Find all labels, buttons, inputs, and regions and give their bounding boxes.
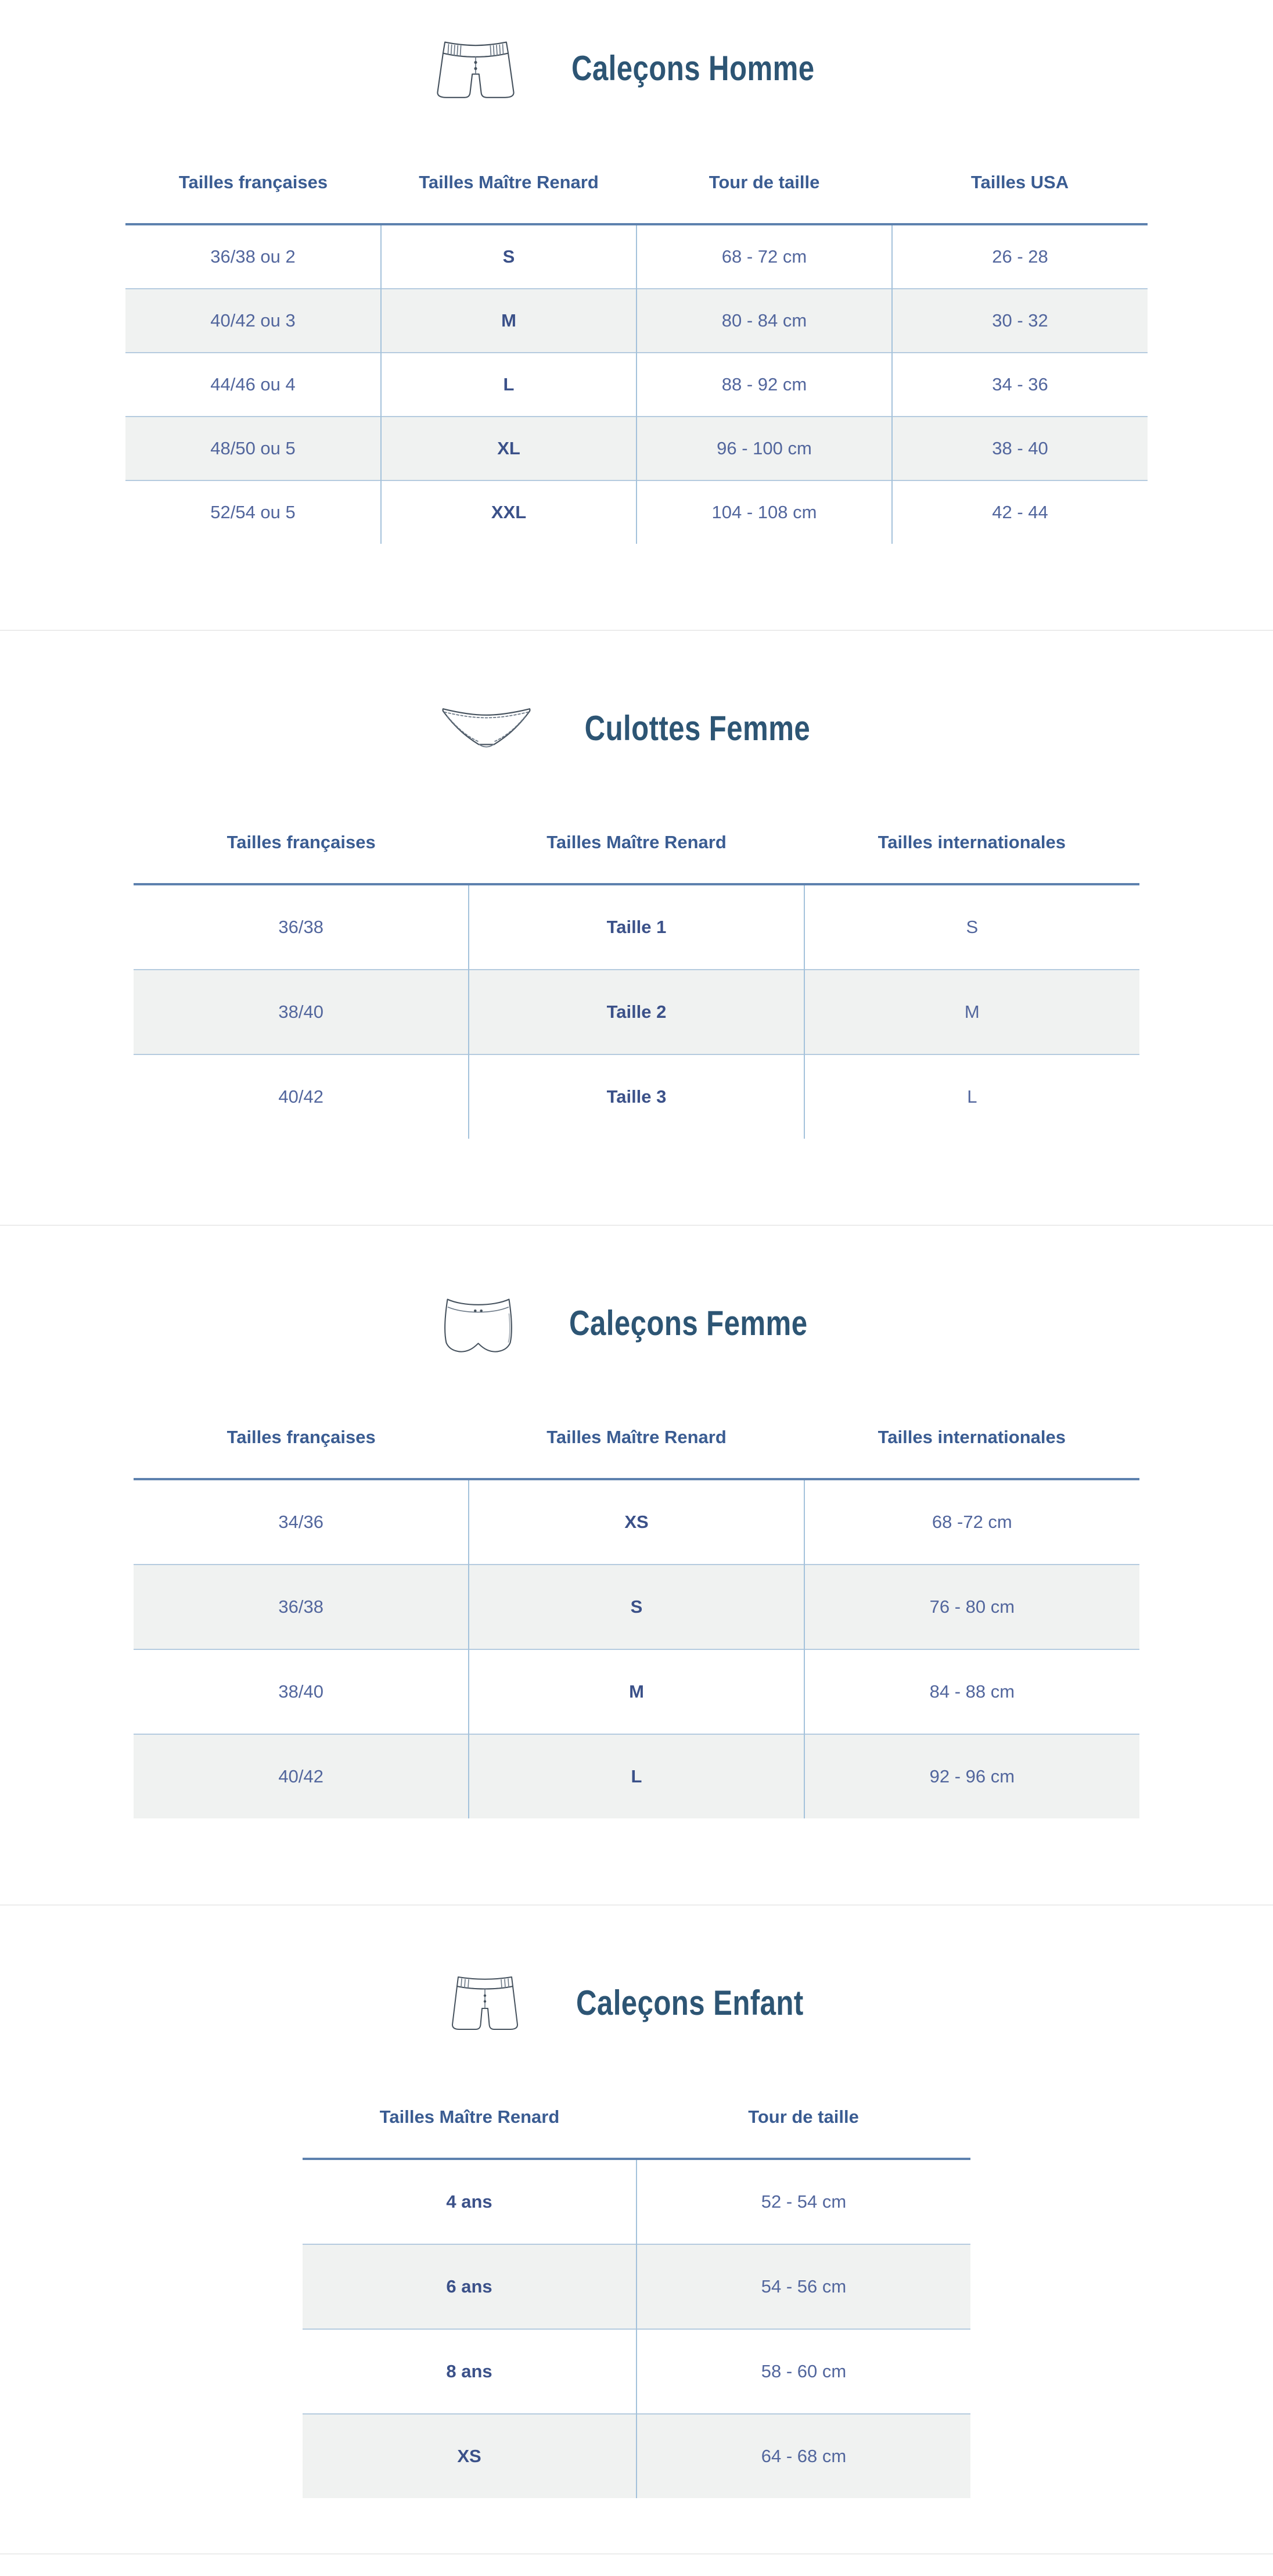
section-divider [0, 2553, 1273, 2555]
section-header [0, 36, 1273, 100]
column-header: Tailles Maître Renard [381, 158, 636, 224]
section-title: Caleçons Enfant [576, 1983, 804, 2022]
cell-taille-maitre-renard: XXL [381, 480, 636, 544]
column-header: Tour de taille [636, 2093, 970, 2159]
section-divider [0, 1904, 1273, 1906]
cell-taille-maitre-renard: XL [381, 417, 636, 480]
cell-taille-francaise: 40/42 [134, 1054, 469, 1139]
column-header: Tailles Maître Renard [469, 1413, 804, 1479]
section-divider [0, 1225, 1273, 1226]
size-table-culottes-femme [134, 818, 1139, 1139]
header-row [134, 818, 1139, 884]
section-title: Caleçons Homme [571, 48, 815, 88]
cell-taille-francaise: 48/50 ou 5 [125, 417, 381, 480]
size-table-calecons-enfant [303, 2093, 970, 2498]
table-row [303, 2329, 970, 2414]
cell-taille-internationale: M [804, 970, 1139, 1054]
section-title: Caleçons Femme [569, 1303, 808, 1343]
cell-taille-maitre-renard: L [469, 1734, 804, 1818]
cell-taille-francaise: 40/42 ou 3 [125, 289, 381, 353]
cell-taille-maitre-renard: Taille 1 [469, 884, 804, 970]
header-row [303, 2093, 970, 2159]
section-calecons-enfant [0, 1971, 1273, 2498]
size-table-calecons-homme [125, 158, 1148, 544]
cell-tour-de-taille: 80 - 84 cm [636, 289, 892, 353]
cell-taille-internationale: S [804, 884, 1139, 970]
column-header: Tailles françaises [125, 158, 381, 224]
table-row [134, 1649, 1139, 1734]
cell-taille-usa: 42 - 44 [892, 480, 1148, 544]
table-row [125, 417, 1148, 480]
womens-panties-icon [438, 701, 534, 755]
cell-taille-maitre-renard: 8 ans [303, 2329, 636, 2414]
cell-taille-maitre-renard: 6 ans [303, 2244, 636, 2329]
cell-taille-maitre-renard: M [381, 289, 636, 353]
cell-taille-usa: 30 - 32 [892, 289, 1148, 353]
cell-taille-francaise: 40/42 [134, 1734, 469, 1818]
cell-taille-francaise: 36/38 ou 2 [125, 224, 381, 289]
cell-tour-de-taille: 96 - 100 cm [636, 417, 892, 480]
section-calecons-homme [0, 36, 1273, 544]
column-header: Tailles internationales [804, 818, 1139, 884]
cell-taille-maitre-renard: L [381, 353, 636, 417]
cell-taille-francaise: 36/38 [134, 1565, 469, 1649]
cell-taille-internationale: 76 - 80 cm [804, 1565, 1139, 1649]
kids-boxer-shorts-icon [444, 1970, 526, 2035]
column-header: Tailles Maître Renard [469, 818, 804, 884]
cell-taille-maitre-renard: S [469, 1565, 804, 1649]
section-culottes-femme [0, 696, 1273, 1139]
cell-taille-maitre-renard: XS [469, 1479, 804, 1565]
cell-taille-francaise: 36/38 [134, 884, 469, 970]
table-row [303, 2159, 970, 2244]
column-header: Tailles Maître Renard [303, 2093, 636, 2159]
section-header [0, 1971, 1273, 2035]
size-guide-page [0, 36, 1273, 2555]
table-row [134, 970, 1139, 1054]
section-header [0, 696, 1273, 760]
header-row [134, 1413, 1139, 1479]
cell-taille-internationale: 92 - 96 cm [804, 1734, 1139, 1818]
cell-taille-francaise: 38/40 [134, 1649, 469, 1734]
cell-taille-maitre-renard: XS [303, 2414, 636, 2498]
cell-taille-internationale: L [804, 1054, 1139, 1139]
column-header: Tailles USA [892, 158, 1148, 224]
cell-taille-francaise: 52/54 ou 5 [125, 480, 381, 544]
cell-taille-maitre-renard: S [381, 224, 636, 289]
table-row [134, 1054, 1139, 1139]
cell-tour-de-taille: 104 - 108 cm [636, 480, 892, 544]
table-row [134, 1479, 1139, 1565]
mens-boxer-shorts-icon [432, 36, 519, 100]
cell-taille-usa: 38 - 40 [892, 417, 1148, 480]
section-title: Culottes Femme [584, 708, 810, 748]
cell-taille-francaise: 34/36 [134, 1479, 469, 1565]
womens-boxer-shorts-icon [439, 1289, 517, 1357]
cell-tour-de-taille: 68 - 72 cm [636, 224, 892, 289]
column-header: Tailles françaises [134, 818, 469, 884]
cell-taille-francaise: 44/46 ou 4 [125, 353, 381, 417]
table-row [134, 1734, 1139, 1818]
section-divider [0, 630, 1273, 631]
header-row [125, 158, 1148, 224]
cell-taille-maitre-renard: 4 ans [303, 2159, 636, 2244]
cell-taille-francaise: 38/40 [134, 970, 469, 1054]
column-header: Tailles internationales [804, 1413, 1139, 1479]
size-table-calecons-femme [134, 1413, 1139, 1818]
cell-taille-maitre-renard: Taille 2 [469, 970, 804, 1054]
cell-tour-de-taille: 88 - 92 cm [636, 353, 892, 417]
column-header: Tailles françaises [134, 1413, 469, 1479]
table-row [125, 353, 1148, 417]
cell-tour-de-taille: 52 - 54 cm [636, 2159, 970, 2244]
table-row [303, 2244, 970, 2329]
table-row [303, 2414, 970, 2498]
cell-tour-de-taille: 64 - 68 cm [636, 2414, 970, 2498]
cell-taille-usa: 34 - 36 [892, 353, 1148, 417]
table-row [125, 289, 1148, 353]
cell-taille-maitre-renard: M [469, 1649, 804, 1734]
cell-taille-internationale: 68 -72 cm [804, 1479, 1139, 1565]
cell-taille-internationale: 84 - 88 cm [804, 1649, 1139, 1734]
column-header: Tour de taille [636, 158, 892, 224]
cell-tour-de-taille: 54 - 56 cm [636, 2244, 970, 2329]
section-calecons-femme [0, 1291, 1273, 1818]
cell-taille-maitre-renard: Taille 3 [469, 1054, 804, 1139]
table-row [125, 224, 1148, 289]
table-row [134, 884, 1139, 970]
cell-tour-de-taille: 58 - 60 cm [636, 2329, 970, 2414]
table-row [125, 480, 1148, 544]
section-header [0, 1291, 1273, 1355]
cell-taille-usa: 26 - 28 [892, 224, 1148, 289]
table-row [134, 1565, 1139, 1649]
